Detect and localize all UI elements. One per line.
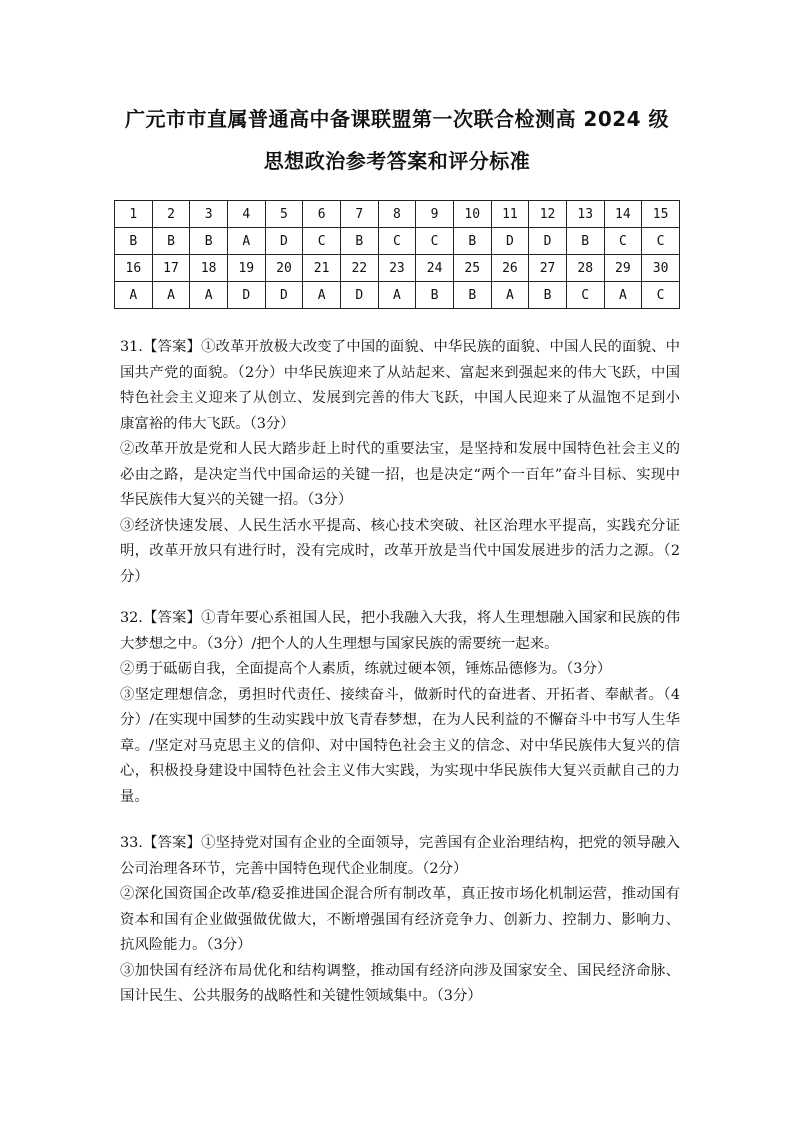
question-number-cell: 29 [604, 255, 642, 282]
answer-letter-cell: A [604, 282, 642, 309]
question-number-cell: 13 [566, 201, 604, 228]
answer-letter-cell: C [604, 228, 642, 255]
question-number-cell: 2 [152, 201, 190, 228]
answer-letter-cell: A [152, 282, 190, 309]
answer-letter-cell: B [416, 282, 454, 309]
question-number-cell: 5 [265, 201, 303, 228]
answer-letter-cell: C [378, 228, 416, 255]
answer-letter-cell: C [303, 228, 341, 255]
answer-letter-cell: A [115, 282, 153, 309]
question-number-cell: 15 [642, 201, 680, 228]
question-number-cell: 24 [416, 255, 454, 282]
question-number-cell: 23 [378, 255, 416, 282]
question-number-cell: 28 [566, 255, 604, 282]
answer-33 [120, 831, 680, 1010]
question-number-row [115, 255, 680, 282]
answer-letter-cell: B [453, 228, 491, 255]
answer-32-paragraph-3: ③坚定理想信念，勇担时代责任、接续奋斗，做新时代的奋进者、开拓者、奉献者。（4分）/在实现中国梦的生动实践中放飞青春梦想，在为人民利益的不懈奋斗中书写人生华章。/坚定对马克思主义的信仰、对中国特色社会主义的信念、对中华民族伟大复兴的信心，积极投身建设中国特色社会主义伟大实践，为实现中华民族伟大复兴贡献自己的力量。 [120, 686, 680, 805]
page-subtitle: 思想政治参考答案和评分标准 [263, 149, 531, 173]
question-number-cell: 14 [604, 201, 642, 228]
answer-letter-cell: C [416, 228, 454, 255]
question-number-cell: 30 [642, 255, 680, 282]
question-number-cell: 20 [265, 255, 303, 282]
question-number-cell: 9 [416, 201, 454, 228]
question-number-cell: 21 [303, 255, 341, 282]
answer-letter-cell: B [190, 228, 228, 255]
answer-letter-cell: A [491, 282, 529, 309]
answer-letter-cell: B [340, 228, 378, 255]
question-number-cell: 27 [529, 255, 567, 282]
answer-letter-cell: A [378, 282, 416, 309]
answer-31-paragraph-1: 31.【答案】①改革开放极大改变了中国的面貌、中华民族的面貌、中国人民的面貌、中国共产党的面貌。（2分）中华民族迎来了从站起来、富起来到强起来的伟大飞跃，中国特色社会主义迎来了从创立、发展到完善的伟大飞跃，中国人民迎来了从温饱不足到小康富裕的伟大飞跃。（3分） [120, 339, 680, 432]
answer-letter-row [115, 228, 680, 255]
answer-33-paragraph-3: ③加快国有经济布局优化和结构调整，推动国有经济向涉及国家安全、国民经济命脉、国计民生、公共服务的战略性和关键性领域集中。（3分） [120, 962, 680, 1004]
answer-letter-cell: D [265, 282, 303, 309]
page-title: 广元市市直属普通高中备课联盟第一次联合检测高 2024 级 [124, 107, 670, 131]
question-number-cell: 4 [227, 201, 265, 228]
answer-32-paragraph-1: 32.【答案】①青年要心系祖国人民，把小我融入大我，将人生理想融入国家和民族的伟大梦想之中。（3分）/把个人的人生理想与国家民族的需要统一起来。 [120, 610, 680, 652]
answer-letter-cell: C [642, 282, 680, 309]
answer-letter-row [115, 282, 680, 309]
answer-letter-cell: C [642, 228, 680, 255]
question-number-cell: 16 [115, 255, 153, 282]
answer-32-paragraph-2: ②勇于砥砺自我，全面提高个人素质，练就过硬本领，锤炼品德修为。（3分） [120, 661, 612, 677]
answer-letter-cell: A [190, 282, 228, 309]
question-number-cell: 3 [190, 201, 228, 228]
question-number-cell: 11 [491, 201, 529, 228]
question-number-cell: 22 [340, 255, 378, 282]
question-number-row [115, 201, 680, 228]
answer-letter-cell: C [566, 282, 604, 309]
answer-letter-cell: B [115, 228, 153, 255]
answer-33-paragraph-2: ②深化国资国企改革/稳妥推进国企混合所有制改革，真正按市场化机制运营，推动国有资本和国有企业做强做优做大，不断增强国有经济竞争力、创新力、控制力、影响力、抗风险能力。（3分） [120, 886, 680, 953]
question-number-cell: 26 [491, 255, 529, 282]
answer-letter-cell: D [491, 228, 529, 255]
answer-letter-cell: A [227, 228, 265, 255]
answer-31-paragraph-2: ②改革开放是党和人民大踏步赶上时代的重要法宝，是坚持和发展中国特色社会主义的必由之路，是决定当代中国命运的关键一招，也是决定“两个一百年”奋斗目标、实现中华民族伟大复兴的关键一招。（3分） [120, 441, 680, 508]
question-number-cell: 6 [303, 201, 341, 228]
answer-key-table [114, 200, 680, 309]
question-number-cell: 10 [453, 201, 491, 228]
answer-letter-cell: B [152, 228, 190, 255]
answer-letter-cell: B [453, 282, 491, 309]
answer-letter-cell: D [265, 228, 303, 255]
question-number-cell: 8 [378, 201, 416, 228]
question-number-cell: 19 [227, 255, 265, 282]
answer-letter-cell: D [529, 228, 567, 255]
answer-31-paragraph-3: ③经济快速发展、人民生活水平提高、核心技术突破、社区治理水平提高，实践充分证明，改革开放只有进行时，没有完成时，改革开放是当代中国发展进步的活力之源。（2分） [120, 517, 680, 585]
question-number-cell: 17 [152, 255, 190, 282]
answer-letter-cell: D [340, 282, 378, 309]
question-number-cell: 1 [115, 201, 153, 228]
answer-31 [120, 335, 680, 590]
answer-letter-cell: D [227, 282, 265, 309]
answer-letter-cell: B [566, 228, 604, 255]
question-number-cell: 7 [340, 201, 378, 228]
question-number-cell: 12 [529, 201, 567, 228]
answer-letter-cell: A [303, 282, 341, 309]
answer-32 [120, 606, 680, 810]
question-number-cell: 25 [453, 255, 491, 282]
question-number-cell: 18 [190, 255, 228, 282]
answer-33-paragraph-1: 33.【答案】①坚持党对国有企业的全面领导，完善国有企业治理结构，把党的领导融入公司治理各环节，完善中国特色现代企业制度。（2分） [120, 835, 680, 877]
answer-letter-cell: B [529, 282, 567, 309]
